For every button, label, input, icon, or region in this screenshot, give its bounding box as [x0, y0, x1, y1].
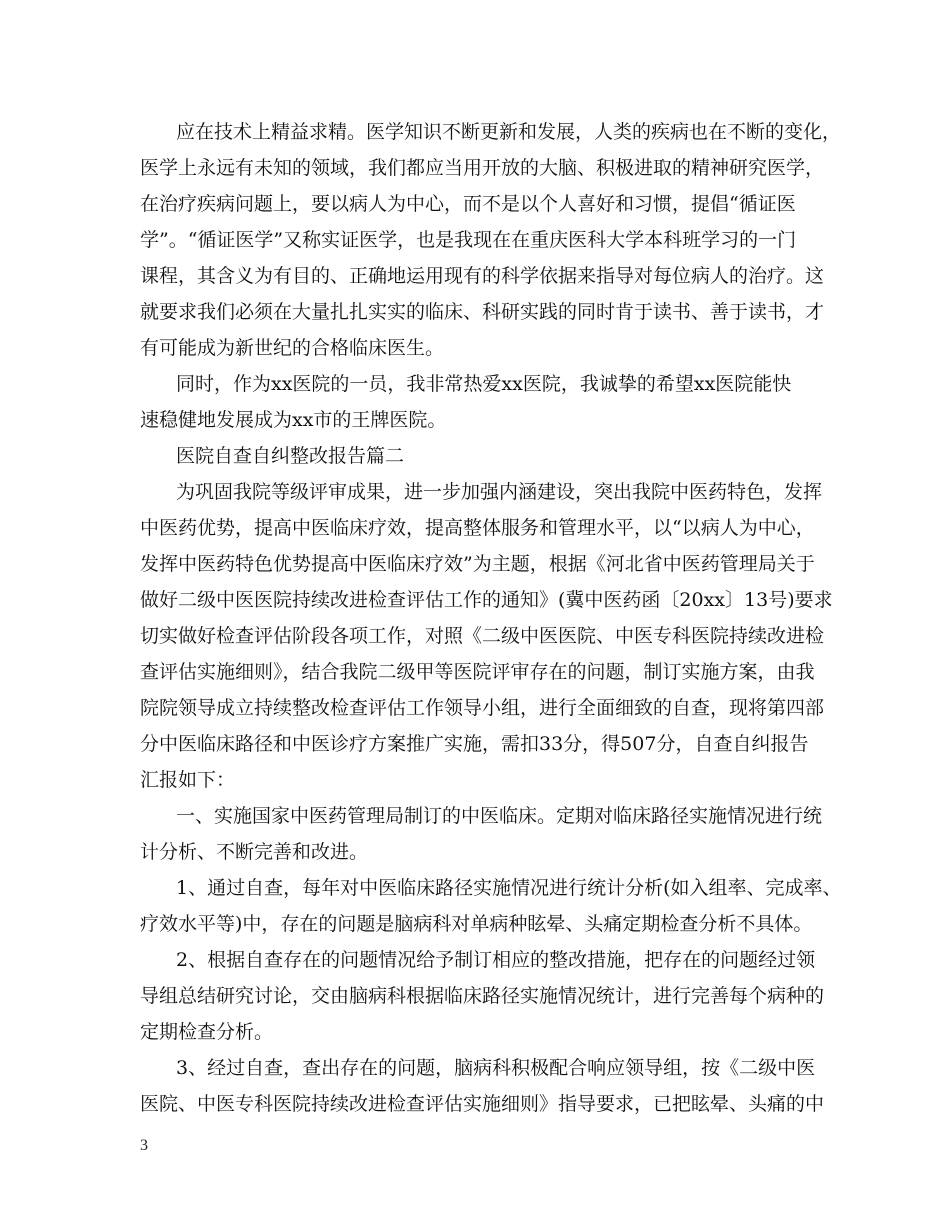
text-line: 课程，其含义为有目的、正确地运用现有的科学依据来指导对每位病人的治疗。这	[140, 265, 825, 287]
text-line: 应在技术上精益求精。医学知识不断更新和发展，人类的疾病也在不断的变化，	[176, 121, 842, 143]
text-line: 汇报如下：	[140, 769, 236, 791]
text-line: 速稳健地发展成为xx市的王牌医院。	[140, 409, 447, 431]
text-line: 发挥中医药特色优势提高中医临床疗效”为主题，根据《河北省中医药管理局关于	[140, 553, 815, 575]
text-line: 导组总结研究讨论，交由脑病科根据临床路径实施情况统计，进行完善每个病种的	[140, 985, 825, 1007]
text-line: 做好二级中医医院持续改进检查评估工作的通知》(冀中医药函〔20xx〕13号)要求	[140, 589, 833, 611]
text-line: 同时，作为xx医院的一员，我非常热爱xx医院，我诚挚的希望xx医院能快	[176, 373, 792, 395]
text-line: 定期检查分析。	[140, 1021, 274, 1043]
text-line: 疗效水平等)中，存在的问题是脑病科对单病种眩晕、头痛定期检查分析不具体。	[140, 913, 813, 935]
text-line: 学”。“循证医学”又称实证医学，也是我现在在重庆医科大学本科班学习的一门	[140, 229, 797, 251]
text-line: 有可能成为新世纪的合格临床医生。	[140, 337, 445, 359]
text-line: 中医药优势，提高中医临床疗效，提高整体服务和管理水平，以“以病人为中心，	[140, 517, 815, 539]
text-line: 2、根据自查存在的问题情况给予制订相应的整改措施，把存在的问题经过领	[176, 949, 816, 971]
text-line: 在治疗疾病问题上，要以病人为中心，而不是以个人喜好和习惯，提倡“循证医	[140, 193, 796, 215]
text-line: 院院领导成立持续整改检查评估工作领导小组，进行全面细致的自查，现将第四部	[140, 697, 825, 719]
page-number: 3	[140, 1137, 148, 1154]
text-line: 医学上永远有未知的领域，我们都应当用开放的大脑、积极进取的精神研究医学，	[140, 157, 825, 179]
text-line: 为巩固我院等级评审成果，进一步加强内涵建设，突出我院中医药特色，发挥	[176, 481, 823, 503]
text-line: 计分析、不断完善和改进。	[140, 841, 369, 863]
text-line: 医院、中医专科医院持续改进检查评估实施细则》指导要求，已把眩晕、头痛的中	[140, 1093, 825, 1115]
section-heading: 医院自查自纠整改报告篇二	[176, 445, 405, 467]
text-line: 就要求我们必须在大量扎扎实实的临床、科研实践的同时肯于读书、善于读书，才	[140, 301, 825, 323]
text-line: 1、通过自查，每年对中医临床路径实施情况进行统计分析(如入组率、完成率、	[176, 877, 842, 899]
text-line: 一、实施国家中医药管理局制订的中医临床。定期对临床路径实施情况进行统	[176, 805, 823, 827]
text-line: 3、经过自查，查出存在的问题，脑病科积极配合响应领导组，按《二级中医	[176, 1057, 816, 1079]
text-line: 查评估实施细则》，结合我院二级甲等医院评审存在的问题，制订实施方案，由我	[140, 661, 815, 683]
text-line: 分中医临床路径和中医诊疗方案推广实施，需扣33分，得507分，自查自纠报告	[140, 733, 809, 755]
text-line: 切实做好检查评估阶段各项工作，对照《二级中医医院、中医专科医院持续改进检	[140, 625, 825, 647]
